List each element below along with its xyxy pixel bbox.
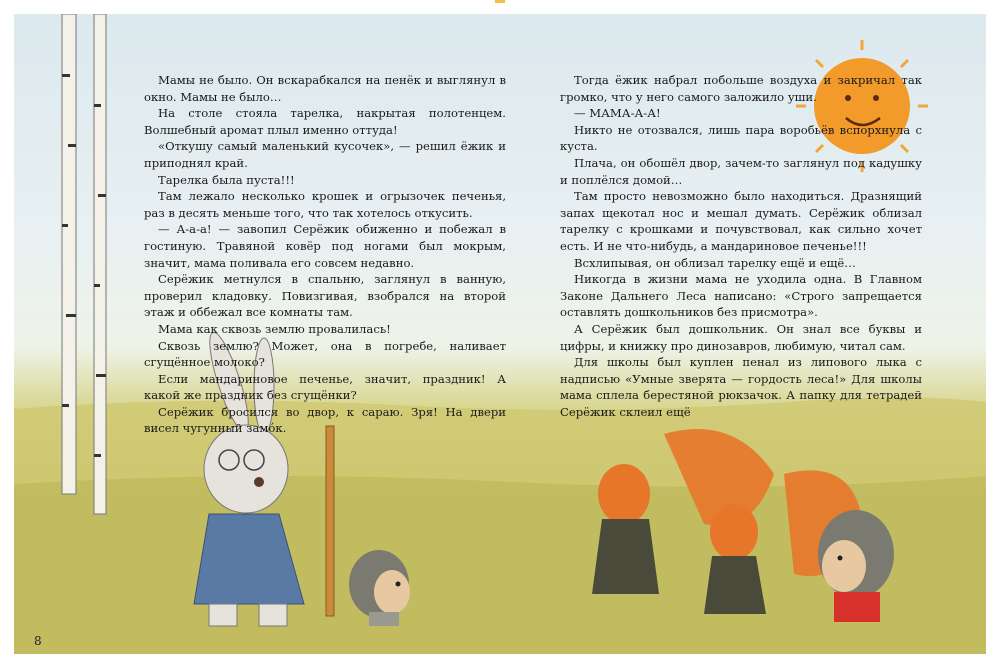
paragraph: Сквозь землю? Может, она в погребе, наливает сгущённое молоко? xyxy=(144,338,506,370)
paragraph: Если мандариновое печенье, значит, праздник! А какой же праздник без сгущёнки? xyxy=(144,371,506,403)
illustration-frame xyxy=(14,14,986,654)
paragraph: Там просто невозможно было находиться. Дразнящий запах щекотал нос и мешал думать. Серёжик облизал тарелку с крошками и почувствовал, как сильно хочет есть. И не что-нибудь, а мандариновое печенье!!! xyxy=(560,189,922,253)
gutter-mark xyxy=(495,0,505,3)
left-text-column xyxy=(144,72,506,437)
paragraph: Тогда ёжик набрал побольше воздуха и закричал так громко, что у него самого заложило уши. xyxy=(560,73,922,104)
paragraph: Плача, он обошёл двор, зачем-то заглянул под кадушку и поплёлся домой… xyxy=(560,155,922,187)
paragraph: Мамы не было. Он вскарабкался на пенёк и выглянул в окно. Мамы не было… xyxy=(144,73,506,104)
paragraph: Никогда в жизни мама не уходила одна. В Главном Законе Дальнего Леса написано: «Строго запрещается оставлять дошкольников без присмотра». xyxy=(560,272,922,320)
paragraph: На столе стояла тарелка, накрытая полотенцем. Волшебный аромат плыл именно оттуда! xyxy=(144,106,506,137)
paragraph: Для школы был куплен пенал из липового лыка с надписью «Умные зверята — гордость леса!» Для школы мама сплела берестяной рюкзачок. А папку для тетрадей Серёжик склеил ещё xyxy=(560,355,922,419)
paragraph: — А-а-а! — завопил Серёжик обиженно и побежал в гостиную. Травяной ковёр под ногами был мокрым, значит, мама поливала его совсем недавно. xyxy=(144,222,506,270)
paragraph: Всхлипывая, он облизал тарелку ещё и ещё… xyxy=(574,255,856,270)
paragraph: Тарелка была пуста!!! xyxy=(158,172,295,187)
page-number: 8 xyxy=(34,634,42,648)
paragraph: «Откушу самый маленький кусочек», — решил ёжик и приподнял край. xyxy=(144,139,506,170)
paragraph: Никто не отозвался, лишь пара воробьёв вспорхнула с куста. xyxy=(560,122,922,154)
paragraph: Мама как сквозь землю провалилась! xyxy=(158,321,391,336)
paragraph: А Серёжик был дошкольник. Он знал все буквы и цифры, и книжку про динозавров, любимую, читал сам. xyxy=(560,321,922,353)
paragraph: Серёжик метнулся в спальню, заглянул в ванную, проверил кладовку. Повизгивая, взобрался на второй этаж и оббежал все комнаты там. xyxy=(144,272,506,320)
right-text-column xyxy=(560,72,922,420)
paragraph: Серёжик бросился во двор, к сараю. Зря! На двери висел чугунный замóк. xyxy=(144,404,506,436)
paragraph: Там лежало несколько крошек и огрызочек печенья, раз в десять меньше того, что так хотелось откусить. xyxy=(144,189,506,220)
paragraph: — МАМА-А-А! xyxy=(574,106,661,121)
